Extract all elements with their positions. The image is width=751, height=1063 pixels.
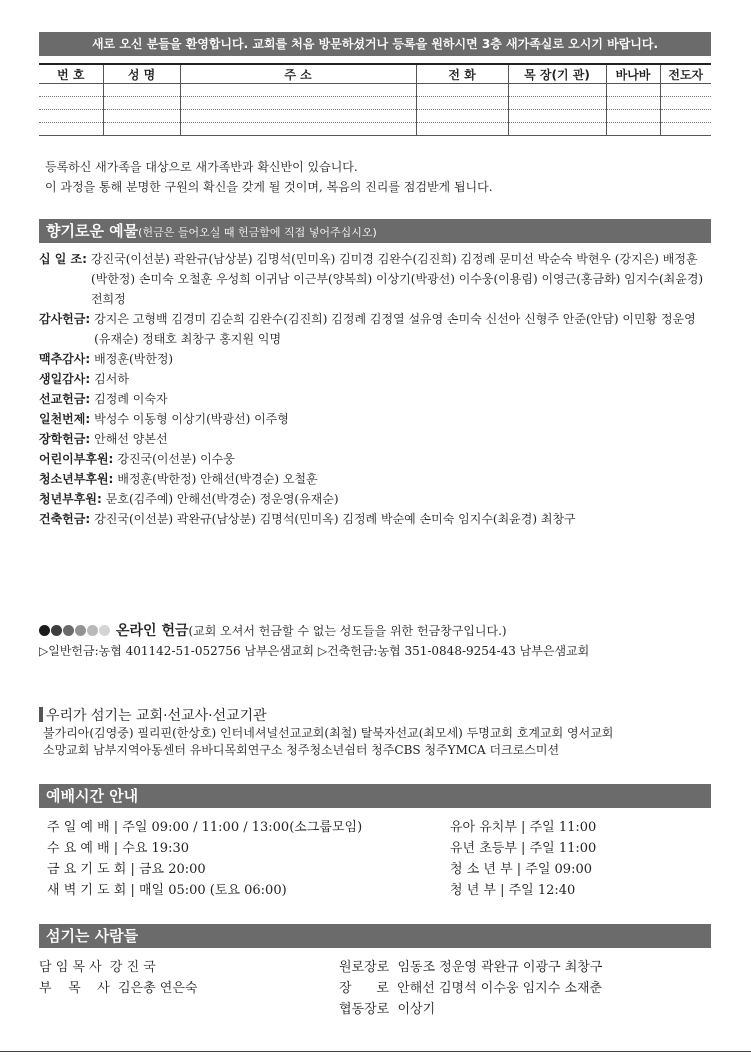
- registration-row: [39, 123, 711, 136]
- offering-names: 김정례 이숙자: [94, 392, 168, 406]
- offering-label: 선교헌금:: [39, 392, 91, 406]
- missions-line: 소망교회 남부지역아동센터 유바디목회연구소 청주청소년쉼터 청주CBS 청주YMCA 더크로스미션: [43, 743, 560, 757]
- offering-row: [39, 389, 711, 409]
- staff-entry: 담 임 목 사 강 진 국: [39, 960, 156, 975]
- worship-item: 수 요 예 배 | 수요 19:30: [47, 841, 189, 856]
- note-line: 이 과정을 통해 분명한 구원의 확신을 갖게 될 것이며, 복음의 진리를 점검받게 됩니다.: [45, 180, 493, 194]
- offering-list: [39, 249, 711, 529]
- registration-cell: [660, 97, 711, 110]
- online-title: 온라인 헌금: [116, 623, 189, 639]
- worship-item: 유년 초등부 | 주일 11:00: [450, 841, 597, 856]
- staff-header: [39, 924, 711, 948]
- worship-header: [39, 784, 711, 808]
- offering-label: 감사헌금:: [39, 312, 91, 326]
- header-phone: 전 화: [416, 64, 508, 84]
- header-address: 주 소: [180, 64, 416, 84]
- offering-row: [39, 509, 711, 529]
- registration-cell: [39, 97, 103, 110]
- registration-header-row: [39, 64, 711, 84]
- offering-row: [39, 469, 711, 489]
- online-desc: (교회 오셔서 헌금할 수 없는 성도들을 위한 헌금창구입니다.): [188, 624, 507, 638]
- online-offering: [39, 621, 589, 661]
- offering-names: 배정훈(박한정) 안해선(박경순) 오철훈: [117, 472, 318, 486]
- registration-cell: [416, 84, 508, 97]
- offering-row: [39, 489, 711, 509]
- worship-item: 청 년 부 | 주일 12:40: [450, 883, 576, 898]
- worship-title: 예배시간 안내: [46, 787, 139, 805]
- section-marker: [39, 707, 43, 722]
- dot-indicator: [39, 624, 111, 638]
- header-number: 번 호: [39, 64, 103, 84]
- registration-cell: [39, 84, 103, 97]
- header-barnabas: 바나바: [606, 64, 660, 84]
- registration-cell: [39, 110, 103, 123]
- worship-item: 금 요 기 도 회 | 금요 20:00: [47, 862, 206, 877]
- registration-cell: [103, 123, 180, 136]
- dot-icon: [75, 625, 86, 636]
- staff-entry: 협동장로 이상기: [339, 1002, 436, 1017]
- offering-label: 일천번제:: [39, 412, 91, 426]
- offering-subtitle: (헌금은 들어오실 때 헌금함에 직접 넣어주십시오): [138, 226, 377, 239]
- registration-cell: [606, 97, 660, 110]
- registration-cell: [180, 97, 416, 110]
- offering-label: 생일감사:: [39, 372, 91, 386]
- missions-section: [39, 707, 613, 759]
- worship-schedule: [47, 817, 597, 901]
- registration-cell: [508, 123, 606, 136]
- registration-cell: [660, 123, 711, 136]
- offering-names: 문호(김주예) 안해선(박경순) 정운영(유재순): [105, 492, 339, 506]
- staff-entry: 장 로 안해선 김명석 이수웅 임지수 소재춘: [339, 981, 603, 996]
- worship-item: 청 소 년 부 | 주일 09:00: [450, 862, 592, 877]
- offering-names: 김서하: [94, 372, 129, 386]
- offering-title: 향기로운 예물: [46, 222, 139, 240]
- dot-icon: [63, 625, 74, 636]
- dot-icon: [39, 625, 50, 636]
- registration-row: [39, 110, 711, 123]
- offering-label: 장학헌금:: [39, 432, 91, 446]
- note-line: 등록하신 새가족을 대상으로 새가족반과 확신반이 있습니다.: [45, 160, 358, 174]
- registration-cell: [103, 110, 180, 123]
- staff-title: 섬기는 사람들: [46, 927, 139, 945]
- dot-icon: [87, 625, 98, 636]
- registration-row: [39, 97, 711, 110]
- header-name: 성 명: [103, 64, 180, 84]
- registration-cell: [416, 97, 508, 110]
- bank-accounts: ▷일반헌금:농협 401142-51-052756 남부은샘교회 ▷건축헌금:농협 351-0848-9254-43 남부은샘교회: [39, 644, 590, 658]
- dot-icon: [51, 625, 62, 636]
- registration-cell: [180, 110, 416, 123]
- offering-label: 청년부후원:: [39, 492, 102, 506]
- registration-cell: [508, 110, 606, 123]
- registration-cell: [416, 110, 508, 123]
- staff-entry: 원로장로 임동조 정운영 곽완규 이광구 최창구: [339, 960, 603, 975]
- registration-cell: [606, 123, 660, 136]
- offering-label: 맥추감사:: [39, 352, 91, 366]
- worship-item: 새 벽 기 도 회 | 매일 05:00 (토요 06:00): [47, 883, 287, 898]
- offering-names: 박성수 이동형 이상기(박광선) 이주형: [94, 412, 289, 426]
- offering-row: [39, 309, 711, 349]
- registration-cell: [606, 84, 660, 97]
- offering-row: [39, 349, 711, 369]
- registration-row: [39, 84, 711, 97]
- offering-names: 강진국(이선분) 곽완규(남상분) 김명석(민미옥) 김정례 박순예 손미숙 임지수(최윤경) 최창구: [94, 512, 576, 526]
- offering-names: 강지은 고형백 김경미 김순희 김완수(김진희) 김정례 김정열 설유영 손미숙 신선아 신형주 안준(안담) 이민황 정운영(유재순) 정태호 최창구 홍지원 익명: [94, 312, 696, 346]
- registration-cell: [180, 123, 416, 136]
- offering-names: 강진국(이선분) 이수웅: [117, 452, 235, 466]
- registration-cell: [508, 84, 606, 97]
- registration-note: [45, 157, 493, 197]
- registration-cell: [39, 123, 103, 136]
- registration-cell: [416, 123, 508, 136]
- header-evangelist: 전도자: [660, 64, 711, 84]
- registration-cell: [508, 97, 606, 110]
- offering-label: 십 일 조:: [39, 252, 87, 266]
- welcome-banner: 새로 오신 분들을 환영합니다. 교회를 처음 방문하셨거나 등록을 원하시면 3층 새가족실로 오시기 바랍니다.: [39, 32, 711, 56]
- registration-cell: [660, 84, 711, 97]
- missions-title: 우리가 섬기는 교회·선교사·선교기관: [46, 708, 267, 724]
- missions-line: 불가리아(김영중) 필리핀(한상호) 인터네셔널선교교회(최철) 탈북자선교(최모세) 두명교회 호계교회 영서교회: [43, 726, 614, 740]
- offering-header: [39, 219, 711, 243]
- registration-table: [39, 63, 711, 136]
- offering-row: [39, 409, 711, 429]
- offering-label: 청소년부후원:: [39, 472, 114, 486]
- offering-names: 안해선 양본선: [94, 432, 168, 446]
- registration-cell: [103, 84, 180, 97]
- header-group: 목 장(기 관): [508, 64, 606, 84]
- registration-cell: [660, 110, 711, 123]
- worship-item: 주 일 예 배 | 주일 09:00 / 11:00 / 13:00(소그룹모임): [47, 820, 363, 835]
- footer-divider: [0, 1051, 751, 1052]
- dot-icon: [99, 625, 110, 636]
- offering-row: [39, 449, 711, 469]
- registration-cell: [103, 97, 180, 110]
- offering-row: [39, 369, 711, 389]
- offering-row: [39, 249, 711, 309]
- registration-cell: [180, 84, 416, 97]
- worship-item: 유아 유치부 | 주일 11:00: [450, 820, 597, 835]
- offering-label: 건축헌금:: [39, 512, 91, 526]
- registration-cell: [606, 110, 660, 123]
- offering-names: 강진국(이선분) 곽완규(남상분) 김명석(민미옥) 김미경 김완수(김진희) 김정례 문미선 박순숙 박현우 (강지은) 배정훈(박한정) 손미숙 오철훈 우성희 이귀남 이근부(양복희) 이상기(박광선) 이수웅(이용림) 이영근(홍금화) 임지수(최윤경) 전희정: [90, 252, 704, 306]
- offering-label: 어린이부후원:: [39, 452, 114, 466]
- staff-entry: 부 목 사 김은총 연은숙: [39, 981, 198, 996]
- offering-names: 배정훈(박한정): [94, 352, 174, 366]
- offering-row: [39, 429, 711, 449]
